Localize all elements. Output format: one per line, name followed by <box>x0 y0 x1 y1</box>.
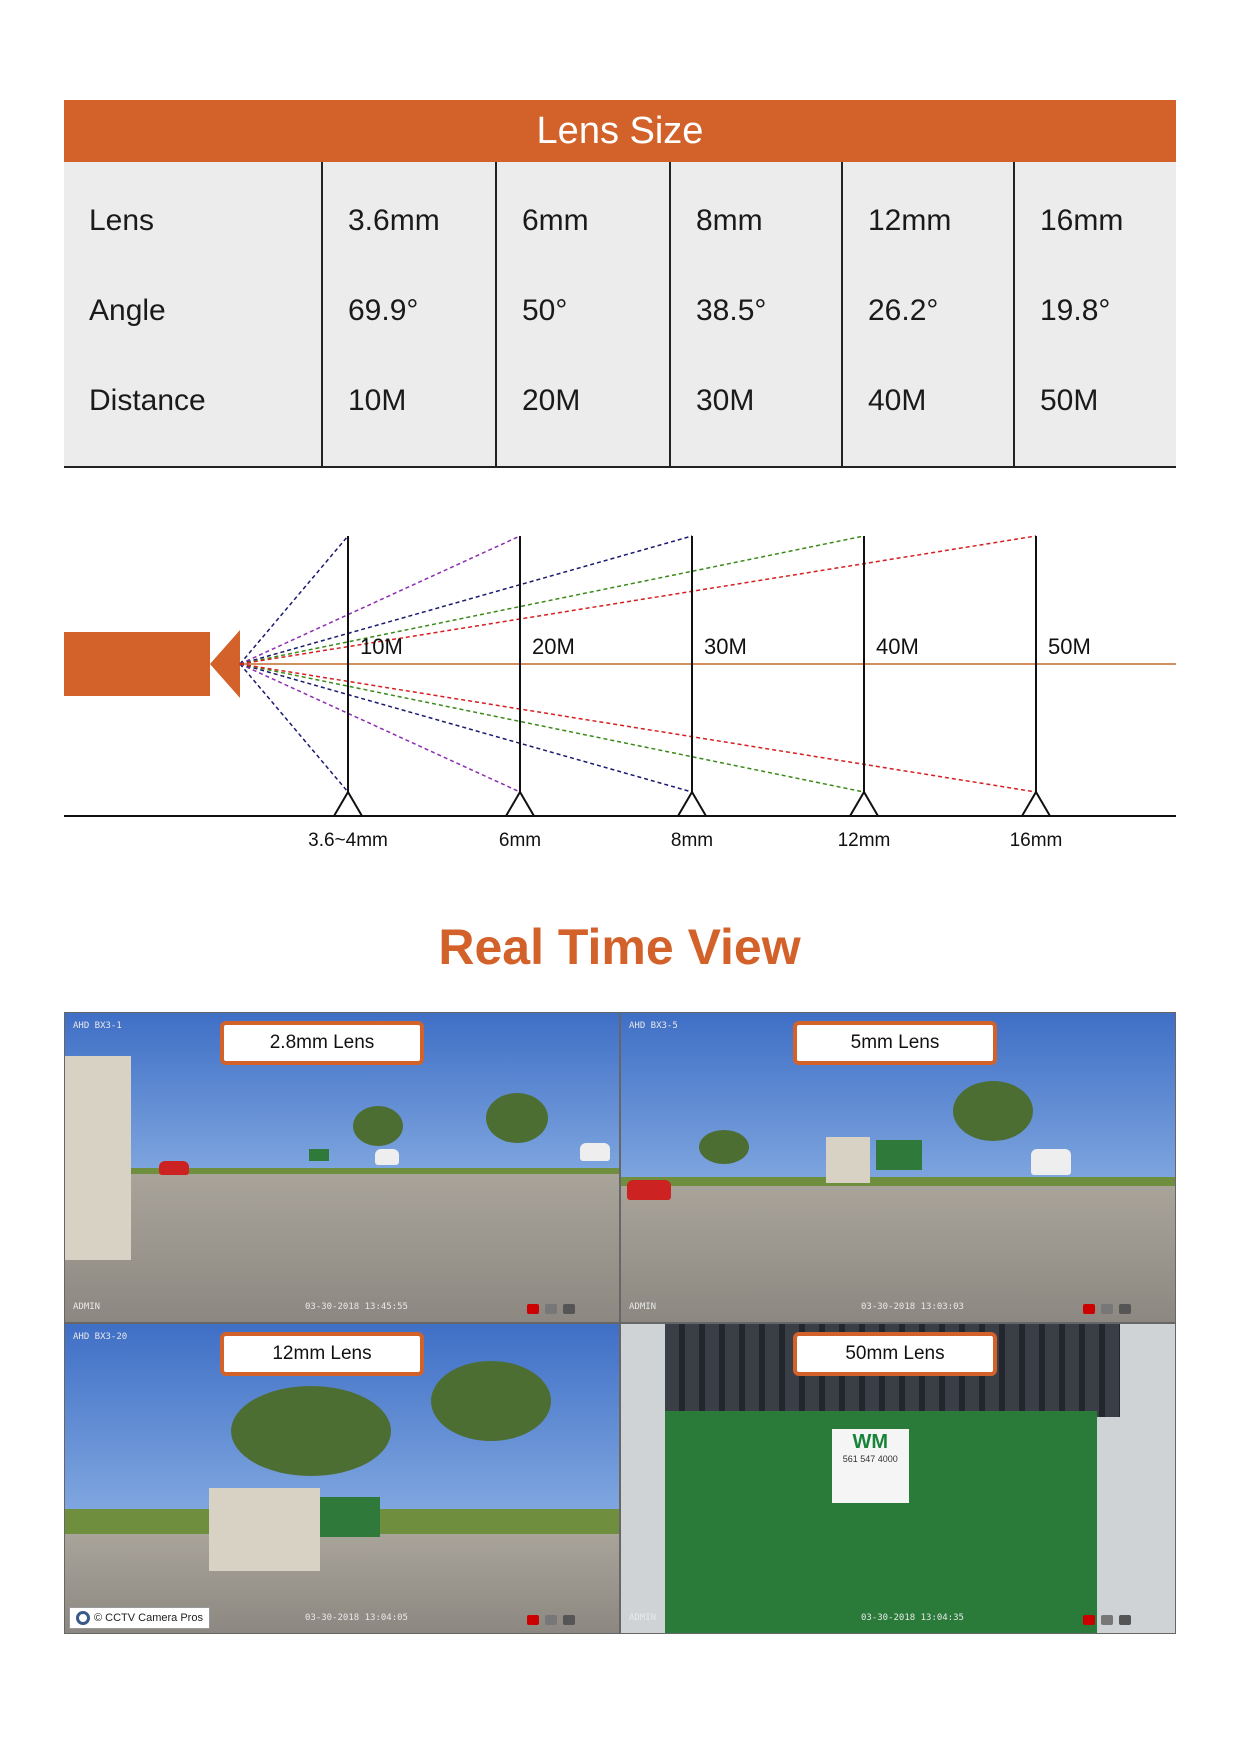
distance-markers <box>308 536 1091 851</box>
row-label-angle: Angle <box>89 294 166 327</box>
watermark <box>69 1607 210 1629</box>
fov-ray <box>240 664 1036 792</box>
record-icon <box>1083 1304 1095 1314</box>
lens-column-3 <box>669 162 841 466</box>
waste-management-sign <box>832 1429 910 1503</box>
osd-camera-name: AHD BX3-20 <box>73 1332 128 1342</box>
white-jeep <box>1031 1149 1071 1175</box>
lens-size-label: 16mm <box>1009 830 1063 851</box>
osd-camera-name: AHD BX3-1 <box>73 1021 122 1031</box>
osd-user: ADMIN <box>629 1302 657 1312</box>
table-title: Lens Size <box>64 100 1176 162</box>
distance-value: 10M <box>348 384 407 417</box>
lens-column-4 <box>841 162 1013 466</box>
cloud-icon <box>563 1615 575 1625</box>
dumpster <box>320 1497 380 1537</box>
wm-logo: WM <box>852 1431 889 1454</box>
lens-value: 3.6mm <box>348 204 440 237</box>
camera-panel-2-8mm <box>64 1012 620 1323</box>
record-icon <box>1083 1615 1095 1625</box>
distance-label: 50M <box>1048 634 1091 659</box>
fov-ray <box>240 536 692 664</box>
distance-value: 40M <box>868 384 927 417</box>
lens-value: 12mm <box>868 204 952 237</box>
angle-value: 19.8° <box>1040 294 1111 327</box>
osd-status-icons <box>1083 1615 1131 1625</box>
motion-icon <box>545 1304 557 1314</box>
lens-size-label: 6mm <box>498 830 542 851</box>
lens-value: 16mm <box>1040 204 1124 237</box>
camera-panel-5mm <box>620 1012 1176 1323</box>
shed <box>826 1137 870 1183</box>
red-car <box>159 1161 189 1175</box>
motion-icon <box>545 1615 557 1625</box>
tripod-icon <box>850 792 878 816</box>
fov-ray <box>240 664 864 792</box>
motion-icon <box>1101 1304 1113 1314</box>
tree <box>353 1106 403 1146</box>
cloud-icon <box>563 1304 575 1314</box>
row-label-lens: Lens <box>89 204 155 237</box>
osd-timestamp: 03-30-2018 13:45:55 <box>305 1302 408 1312</box>
distance-label: 40M <box>876 634 919 659</box>
osd-user: ADMIN <box>629 1613 657 1623</box>
lens-label: 5mm Lens <box>793 1021 997 1065</box>
lens-label: 50mm Lens <box>793 1332 997 1376</box>
record-icon <box>527 1615 539 1625</box>
cloud-icon <box>1119 1304 1131 1314</box>
angle-value: 26.2° <box>868 294 939 327</box>
row-labels-column <box>64 162 321 466</box>
osd-status-icons <box>527 1304 575 1314</box>
dumpster <box>876 1140 922 1170</box>
tree <box>231 1386 391 1476</box>
fov-ray <box>240 664 520 792</box>
tripod-icon <box>334 792 362 816</box>
lens-size-label: 3.6~4mm <box>308 830 388 851</box>
osd-timestamp: 03-30-2018 13:04:35 <box>861 1613 964 1623</box>
lens-column-5 <box>1013 162 1176 466</box>
shed <box>209 1488 320 1571</box>
lens-label: 12mm Lens <box>220 1332 424 1376</box>
tripod-icon <box>678 792 706 816</box>
distance-label: 20M <box>532 634 575 659</box>
angle-value: 69.9° <box>348 294 419 327</box>
lens-size-table <box>64 100 1176 468</box>
red-car <box>627 1180 671 1200</box>
angle-value: 50° <box>522 294 568 327</box>
tripod-icon <box>506 792 534 816</box>
distance-value: 30M <box>696 384 755 417</box>
lens-label: 2.8mm Lens <box>220 1021 424 1065</box>
camera-panel-12mm <box>64 1323 620 1634</box>
dumpster <box>309 1149 329 1161</box>
wm-phone: 561 547 4000 <box>842 1454 898 1465</box>
osd-status-icons <box>527 1615 575 1625</box>
white-car <box>580 1143 610 1161</box>
real-time-view-title: Real Time View <box>438 919 801 975</box>
osd-timestamp: 03-30-2018 13:03:03 <box>861 1302 964 1312</box>
osd-status-icons <box>1083 1304 1131 1314</box>
lens-value: 8mm <box>696 204 763 237</box>
row-label-distance: Distance <box>89 384 206 417</box>
table-body <box>64 162 1176 468</box>
fov-ray <box>240 664 692 792</box>
camera-view-grid <box>64 1012 1176 1634</box>
tree <box>953 1081 1033 1141</box>
lens-value: 6mm <box>522 204 589 237</box>
lens-column-2 <box>495 162 669 466</box>
record-icon <box>527 1304 539 1314</box>
field-of-view-diagram <box>0 520 1239 860</box>
motion-icon <box>1101 1615 1113 1625</box>
tripod-icon <box>1022 792 1050 816</box>
osd-timestamp: 03-30-2018 13:04:05 <box>305 1613 408 1623</box>
osd-user: ADMIN <box>73 1302 101 1312</box>
lens-size-label: 8mm <box>670 830 714 851</box>
warehouse-building <box>65 1056 131 1260</box>
camera-icon <box>64 630 240 698</box>
angle-value: 38.5° <box>696 294 767 327</box>
tree <box>486 1093 548 1143</box>
distance-value: 20M <box>522 384 581 417</box>
distance-label: 30M <box>704 634 747 659</box>
lens-column-1 <box>321 162 495 466</box>
white-jeep <box>375 1149 399 1165</box>
distance-value: 50M <box>1040 384 1099 417</box>
tree <box>699 1130 749 1164</box>
tree <box>431 1361 551 1441</box>
cloud-icon <box>1119 1615 1131 1625</box>
watermark-text: © CCTV Camera Pros <box>94 1612 203 1624</box>
osd-camera-name: AHD BX3-5 <box>629 1021 678 1031</box>
lens-size-label: 12mm <box>837 830 891 851</box>
distance-label: 10M <box>360 634 403 659</box>
cctv-logo-icon <box>76 1611 90 1625</box>
camera-panel-50mm <box>620 1323 1176 1634</box>
